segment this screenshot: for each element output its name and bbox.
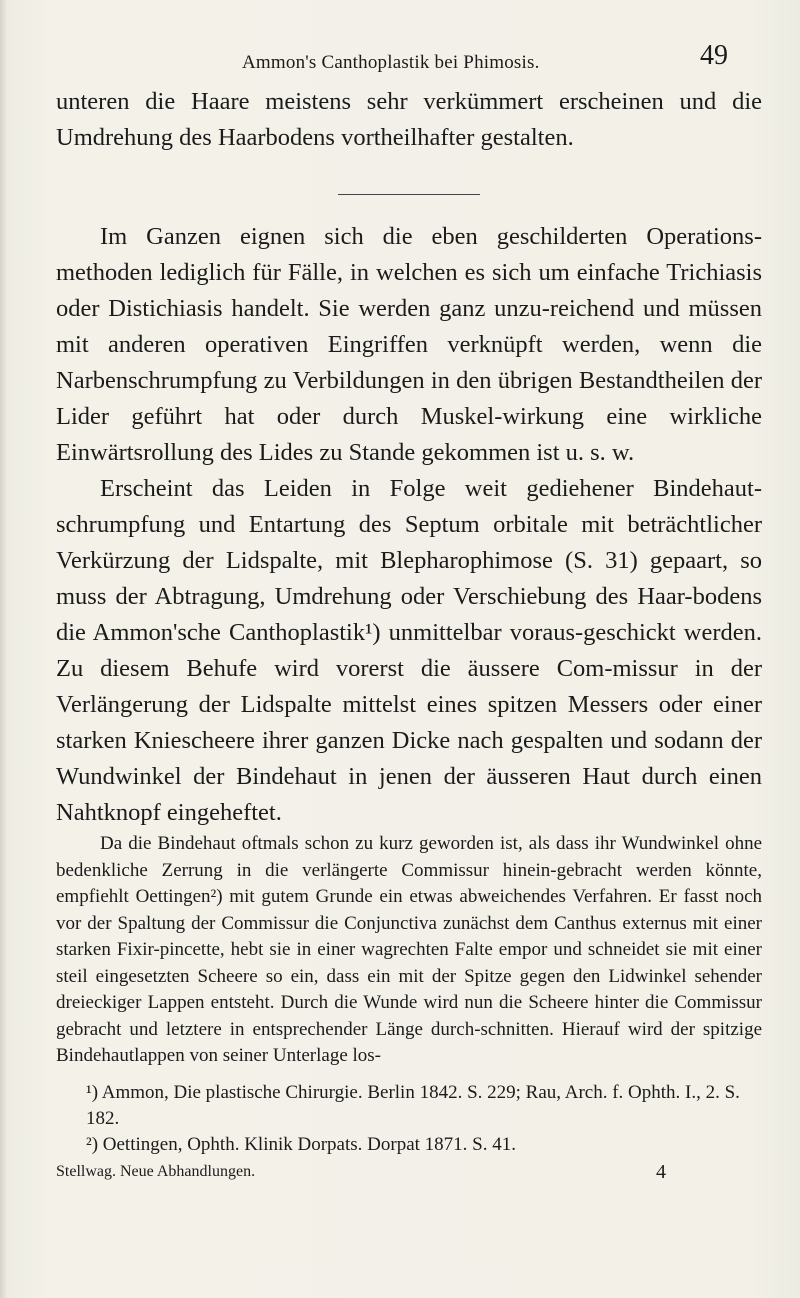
- paragraph-continuation: unteren die Haare meistens sehr verkümmert erscheinen und die Umdrehung des Haarbodens vortheilhafter gestalten.: [56, 88, 762, 151]
- page-footer: [56, 1159, 762, 1185]
- paragraph-small-print: Da die Bindehaut oftmals schon zu kurz geworden ist, als dass ihr Wundwinkel ohne bedenkliche Zerrung in die verlängerte Commissur hinein-gebracht werden könnte, empfiehlt Oettingen²) mit gutem Grunde ein etwas abweichendes Verfahren. Er fasst noch vor der Spaltung der Commissur die Conjunctiva zunächst dem Canthus externus mit einer starken Fixir-pincette, hebt sie in einer wagrechten Falte empor und schneidet sie mit einer steil eingesetzten Scheere so ein, dass ein mit der Spitze gegen den Lidwinkel sehender dreieckiger Lappen entsteht. Durch die Wunde wird nun die Scheere hinter die Commissur gebracht und letztere in entsprechender Länge durch-schnitten. Hierauf wird der spitzige Bindehautlappen von seiner Unterlage los-: [56, 833, 762, 1066]
- footnote-2: ²) Oettingen, Ophth. Klinik Dorpats. Dorpat 1871. S. 41.: [86, 1134, 516, 1155]
- page-gutter: [0, 0, 8, 1298]
- main-text: [56, 84, 762, 1070]
- printer-signature: 4: [656, 1161, 666, 1183]
- paragraph-canthoplastik: Erscheint das Leiden in Folge weit gediehener Bindehaut-schrumpfung und Entartung des Septum orbitale mit beträchtlicher Verkürzung der Lidspalte, mit Blepharophimose (S. 31) gepaart, so muss der Abtragung, Umdrehung oder Verschiebung des Haar-bodens die Ammon'sche Canthoplastik¹) unmittelbar voraus-geschickt werden. Zu diesem Behufe wird vorerst die äussere Com-missur in der Verlängerung der Lidspalte mittelst eines spitzen Messers oder einer starken Kniescheere ihrer ganzen Dicke nach gespalten und sodann der Wundwinkel der Bindehaut in jenen der äusseren Haut durch einen Nahtknopf eingeheftet.: [56, 475, 762, 826]
- footnote-1: ¹) Ammon, Die plastische Chirurgie. Berlin 1842. S. 229; Rau, Arch. f. Ophth. I., 2. S. 182.: [86, 1082, 740, 1129]
- footnotes: [56, 1080, 762, 1185]
- paragraph-operations: Im Ganzen eignen sich die eben geschilderten Operations-methoden lediglich für Fälle, in welchen es sich um einfache Trichiasis oder Distichiasis handelt. Sie werden ganz unzu-reichend und müssen mit anderen operativen Eingriffen verknüpft werden, wenn die Narbenschrumpfung zu Verbildungen in den übrigen Bestandtheilen der Lider geführt hat oder durch Muskel-wirkung eine wirkliche Einwärtsrollung des Lides zu Stande gekommen ist u. s. w.: [56, 223, 762, 466]
- page-number: 49: [700, 40, 728, 71]
- publisher-line: Stellwag. Neue Abhandlungen.: [56, 1163, 256, 1180]
- running-head: Ammon's Canthoplastik bei Phimosis.: [242, 52, 540, 73]
- section-divider: [338, 194, 480, 195]
